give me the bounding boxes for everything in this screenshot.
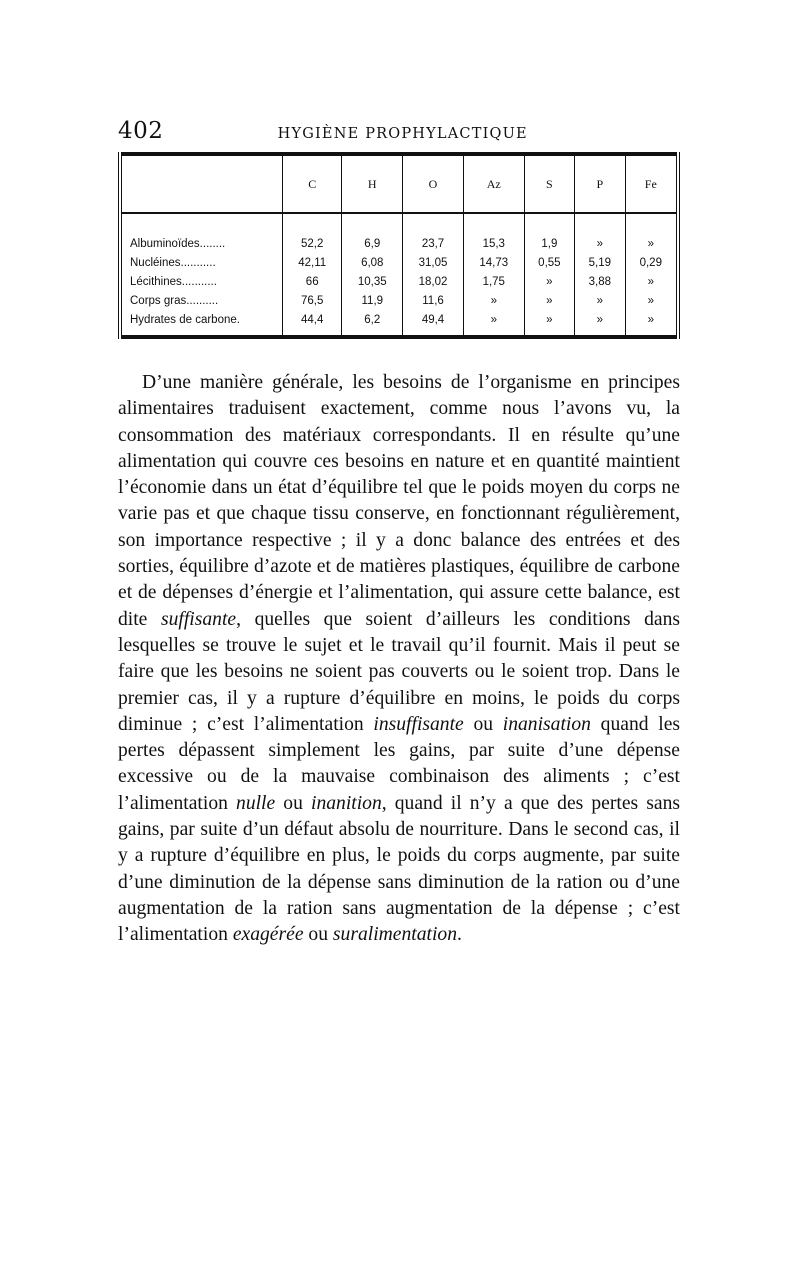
table-cell: 0,55 (524, 253, 574, 272)
table-cell: » (575, 310, 625, 337)
row-label: Hydrates de carbone. (130, 313, 240, 326)
row-label: Albuminoïdes........ (130, 237, 226, 250)
row-label: Nucléines........... (130, 256, 216, 269)
column-header: C (283, 154, 342, 213)
table-row (120, 253, 678, 272)
emphasis-term: nulle (236, 792, 276, 814)
emphasis-term: suffisante (160, 608, 237, 630)
text-run: , quelles que soient d’ailleurs les conditions dans lesquelles se trouve le sujet et le travail qu’il fournit. Mais il peut se faire que les besoins ne soient pas couverts ou le soient trop. Dans le premier cas, il y a rupture d’équilibre en moins, le poids du corps diminue ; c’est l’alimentation (118, 608, 680, 735)
table-row (120, 310, 678, 337)
table-cell: 14,73 (463, 253, 524, 272)
column-header: H (342, 154, 403, 213)
table-row (120, 272, 678, 291)
table-cell: » (575, 213, 625, 253)
table-cell: » (463, 291, 524, 310)
text-run: ou (275, 792, 311, 814)
table-cell: 23,7 (403, 213, 464, 253)
emphasis-term: inanition (311, 792, 382, 814)
table-cell: » (575, 291, 625, 310)
body-text (118, 370, 680, 949)
text-run: ou (463, 713, 503, 735)
table-cell: 1,75 (463, 272, 524, 291)
table-cell: 10,35 (342, 272, 403, 291)
text-run: . (457, 924, 462, 946)
composition-table-container (118, 152, 680, 370)
table-cell: 3,88 (575, 272, 625, 291)
text-run: ou (303, 924, 333, 946)
text-run: quand les pertes dépassent simplement les gains, par suite d’une dépense excessive ou de la mauvaise combinaison des aliments ; c’est l’alimentation (118, 713, 681, 814)
emphasis-term: inanisation (502, 713, 591, 735)
table-cell: 52,2 (283, 213, 342, 253)
text-run: D’une manière générale, les besoins de l’organisme en principes alimentaires traduisent exactement, comme nous l’avons vu, la consommation des matériaux correspondants. Il en résulte qu’une alimentation qui couvre ces besoins en nature et en quantité maintient l’économie dans un état d’équilibre tel que le poids moyen du corps ne varie pas et que chaque tissu conserve, en fonctionnant régulièrement, son importance respective ; il y a donc balance des entrées et des sorties, équilibre d’azote et de matières plastiques, équilibre de carbone et de dépenses d’énergie et l’alimentation, qui assure cette balance, est dite (118, 372, 680, 630)
table-cell: » (625, 310, 678, 337)
column-header: Fe (625, 154, 678, 213)
page-header (118, 118, 682, 144)
table-cell: » (625, 272, 678, 291)
table-cell: » (524, 310, 574, 337)
table-cell: 11,6 (403, 291, 464, 310)
table-cell: 15,3 (463, 213, 524, 253)
table-cell: 6,2 (342, 310, 403, 337)
emphasis-term: suralimentation (332, 924, 458, 946)
table-cell: » (524, 272, 574, 291)
table-cell: 18,02 (403, 272, 464, 291)
table-header-blank (120, 154, 283, 213)
table-cell: 11,9 (342, 291, 403, 310)
column-header: P (575, 154, 625, 213)
table-cell: 76,5 (283, 291, 342, 310)
table-cell: » (625, 213, 678, 253)
table-cell: 5,19 (575, 253, 625, 272)
column-header: O (403, 154, 464, 213)
emphasis-term: exagérée (232, 924, 304, 946)
body-paragraph (118, 370, 680, 949)
row-label: Lécithines........... (130, 275, 217, 288)
table-cell: 66 (283, 272, 342, 291)
page-number: 402 (118, 118, 164, 144)
table-cell: 6,08 (342, 253, 403, 272)
emphasis-term: insuffisante (373, 713, 464, 735)
running-title: HYGIÈNE PROPHYLACTIQUE (277, 126, 528, 142)
table-cell: » (625, 291, 678, 310)
table-cell: 49,4 (403, 310, 464, 337)
column-header: S (524, 154, 574, 213)
text-run: , quand il n’y a que des pertes sans gains, par suite d’un défaut absolu de nourriture. Dans le second cas, il y a rupture d’équilibre en plus, le poids du corps augmente, par suite d’une diminution de la dépense sans diminution de la ration ou d’une augmentation de la ration sans augmentation de la dépense ; c’est l’alimentation (118, 792, 680, 946)
table-cell: 6,9 (342, 213, 403, 253)
column-header: Az (463, 154, 524, 213)
table-header-row (120, 154, 678, 213)
table-cell: 44,4 (283, 310, 342, 337)
row-label: Corps gras.......... (130, 294, 219, 307)
table-row (120, 291, 678, 310)
table-cell: » (463, 310, 524, 337)
table-cell: 1,9 (524, 213, 574, 253)
table-row (120, 213, 678, 253)
composition-table (118, 152, 680, 339)
table-cell: » (524, 291, 574, 310)
table-cell: 42,11 (283, 253, 342, 272)
table-cell: 0,29 (625, 253, 678, 272)
table-cell: 31,05 (403, 253, 464, 272)
